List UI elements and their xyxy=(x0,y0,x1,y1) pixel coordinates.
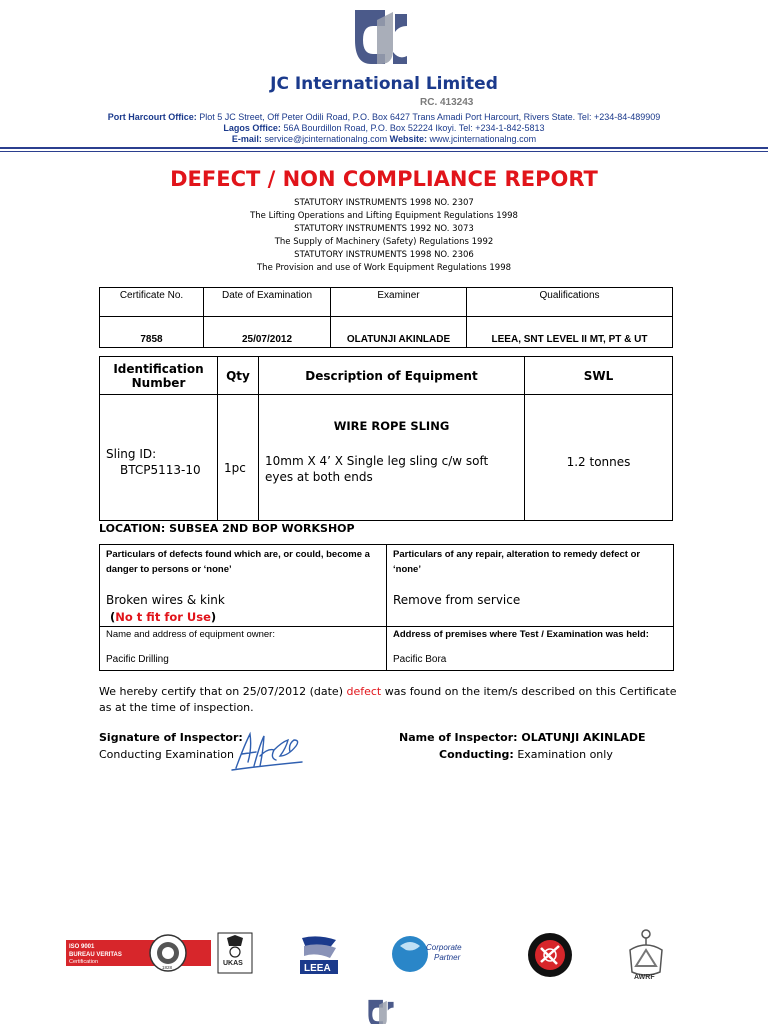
regulations-list xyxy=(0,197,768,275)
owner-cell xyxy=(100,627,387,671)
owner-answer: Pacific Drilling xyxy=(106,654,169,665)
jc-logo xyxy=(349,6,413,68)
conducting-value: Examination only xyxy=(517,748,613,761)
equipment-table xyxy=(99,356,673,521)
report-title: DEFECT / NON COMPLIANCE REPORT xyxy=(170,167,598,191)
examiner-name: OLATUNJI AKINLADE xyxy=(331,317,467,348)
certify-text-after: was found on the item/s described on this Certificate as at the time of inspection. xyxy=(99,685,677,714)
identification-header xyxy=(100,357,218,395)
equipment-header-row xyxy=(100,357,673,395)
regulation-line: The Supply of Machinery (Safety) Regulations 1992 xyxy=(274,237,494,247)
inspector-signature xyxy=(230,726,306,774)
signature-subtext: Conducting Examination xyxy=(99,748,234,761)
regulation-line: STATUTORY INSTRUMENTS 1992 NO. 3073 xyxy=(294,224,474,234)
bv-cert-text: Certification xyxy=(69,959,99,965)
header-divider xyxy=(0,147,768,149)
owner-question: Name and address of equipment owner: xyxy=(106,629,275,640)
accreditation-logos xyxy=(0,922,768,984)
note-close-paren: ) xyxy=(210,610,217,624)
equipment-row xyxy=(100,395,673,521)
lagos-address xyxy=(0,123,768,133)
certify-defect-word: defect xyxy=(346,685,382,698)
owner-row xyxy=(100,627,674,671)
description-header: Description of Equipment xyxy=(259,357,525,395)
ukas-logo xyxy=(217,932,253,974)
certificate-header-row xyxy=(100,288,673,317)
contact-line xyxy=(0,134,768,144)
premises-question-b: Examination was held: xyxy=(543,629,649,640)
email-label: E-mail: xyxy=(231,134,262,144)
conducting-label: Conducting: xyxy=(439,748,514,761)
swl-cell: 1.2 tonnes xyxy=(525,395,673,521)
exam-date: 25/07/2012 xyxy=(204,317,331,348)
swl-header: SWL xyxy=(525,357,673,395)
awrf-text: AWRF xyxy=(634,974,655,981)
qualifications-header: Qualifications xyxy=(467,288,673,317)
leea-logo xyxy=(298,934,340,976)
examiner-header: Examiner xyxy=(331,288,467,317)
port-harcourt-text: Plot 5 JC Street, Off Peter Odili Road, P.O. Box 6427 Trans Amadi Port Harcourt, Rivers State. Tel: +234-84-489909 xyxy=(199,112,661,122)
bureau-veritas-logo xyxy=(66,934,211,972)
sling-id: BTCP5113-10 xyxy=(120,463,201,477)
identification-cell xyxy=(100,395,218,521)
bv-name-text: BUREAU VERITAS xyxy=(69,952,122,958)
certify-text-before: We hereby certify that on 25/07/2012 (date) xyxy=(99,685,347,698)
regulation-line: STATUTORY INSTRUMENTS 1998 NO. 2307 xyxy=(294,198,474,208)
certificate-no: 7858 xyxy=(100,317,204,348)
bv-iso-text: ISO 9001 xyxy=(69,944,95,950)
certificate-no-header: Certificate No. xyxy=(100,288,204,317)
corporate-text: Corporate xyxy=(426,943,462,952)
defects-cell xyxy=(100,545,387,627)
defects-row xyxy=(100,545,674,627)
port-harcourt-address xyxy=(0,112,768,122)
awrf-logo xyxy=(622,926,670,982)
header-divider-thin xyxy=(0,151,768,152)
corporate-partner-logo xyxy=(390,932,474,976)
location-label: LOCATION: SUBSEA 2ND BOP WORKSHOP xyxy=(99,522,355,535)
partner-text: Partner xyxy=(434,953,461,962)
registration-number: RC. 413243 xyxy=(420,97,474,108)
premises-answer: Pacific Bora xyxy=(393,654,447,665)
identification-header-line2: Number xyxy=(131,375,186,390)
website-label: Website: xyxy=(389,134,427,144)
bv-year-text: 1828 xyxy=(162,965,173,970)
qualifications: LEEA, SNT LEVEL II MT, PT & UT xyxy=(467,317,673,348)
premises-question xyxy=(393,629,667,640)
jc-logo-bottom xyxy=(349,998,413,1024)
identification-header-line1: Identification xyxy=(113,361,204,376)
certificate-value-row xyxy=(100,317,673,348)
certificate-table xyxy=(99,287,673,348)
defects-answer: Broken wires & kink xyxy=(106,593,225,607)
inspector-name: Name of Inspector: OLATUNJI AKINLADE xyxy=(399,731,646,744)
port-harcourt-label: Port Harcourt Office: xyxy=(107,112,197,122)
exam-date-header: Date of Examination xyxy=(204,288,331,317)
company-name: JC International Limited xyxy=(270,74,498,94)
signature-label: Signature of Inspector: xyxy=(99,731,243,744)
qty-cell: 1pc xyxy=(218,395,259,521)
premises-question-a: Address of premises where Test xyxy=(393,629,542,640)
equipment-name: WIRE ROPE SLING xyxy=(333,419,450,433)
repair-answer: Remove from service xyxy=(393,593,521,607)
leea-text: LEEA xyxy=(304,963,331,974)
conducting-line xyxy=(439,748,613,761)
note-open-paren: ( xyxy=(110,610,116,624)
defects-note xyxy=(110,610,380,624)
society-seal-logo xyxy=(527,932,573,978)
premises-cell xyxy=(387,627,674,671)
email-link[interactable]: service@jcinternationalng.com xyxy=(264,134,388,144)
lagos-text: 56A Bourdillon Road, P.O. Box 52224 Ikoyi. Tel: +234-1-842-5813 xyxy=(283,123,545,133)
lagos-label: Lagos Office: xyxy=(223,123,281,133)
defects-table xyxy=(99,544,674,671)
description-cell xyxy=(259,395,525,521)
premises-slash: / xyxy=(541,629,544,640)
ukas-text: UKAS xyxy=(223,960,243,967)
regulation-line: The Lifting Operations and Lifting Equipment Regulations 1998 xyxy=(250,211,518,221)
repair-cell xyxy=(387,545,674,627)
not-fit-text: No t fit for Use xyxy=(115,610,211,624)
regulation-line: The Provision and use of Work Equipment Regulations 1998 xyxy=(256,263,512,273)
website-link[interactable]: www.jcinternationalng.com xyxy=(429,134,537,144)
certification-statement xyxy=(99,684,679,716)
regulation-line: STATUTORY INSTRUMENTS 1998 NO. 2306 xyxy=(294,250,474,260)
sling-label: Sling ID: xyxy=(106,447,157,461)
repair-question: Particulars of any repair, alteration to remedy defect or ‘none’ xyxy=(393,549,641,575)
equipment-description: 10mm X 4’ X Single leg sling c/w soft eyes at both ends xyxy=(265,454,489,484)
qty-header: Qty xyxy=(218,357,259,395)
defects-question: Particulars of defects found which are, or could, become a danger to persons or ‘none’ xyxy=(106,549,370,575)
